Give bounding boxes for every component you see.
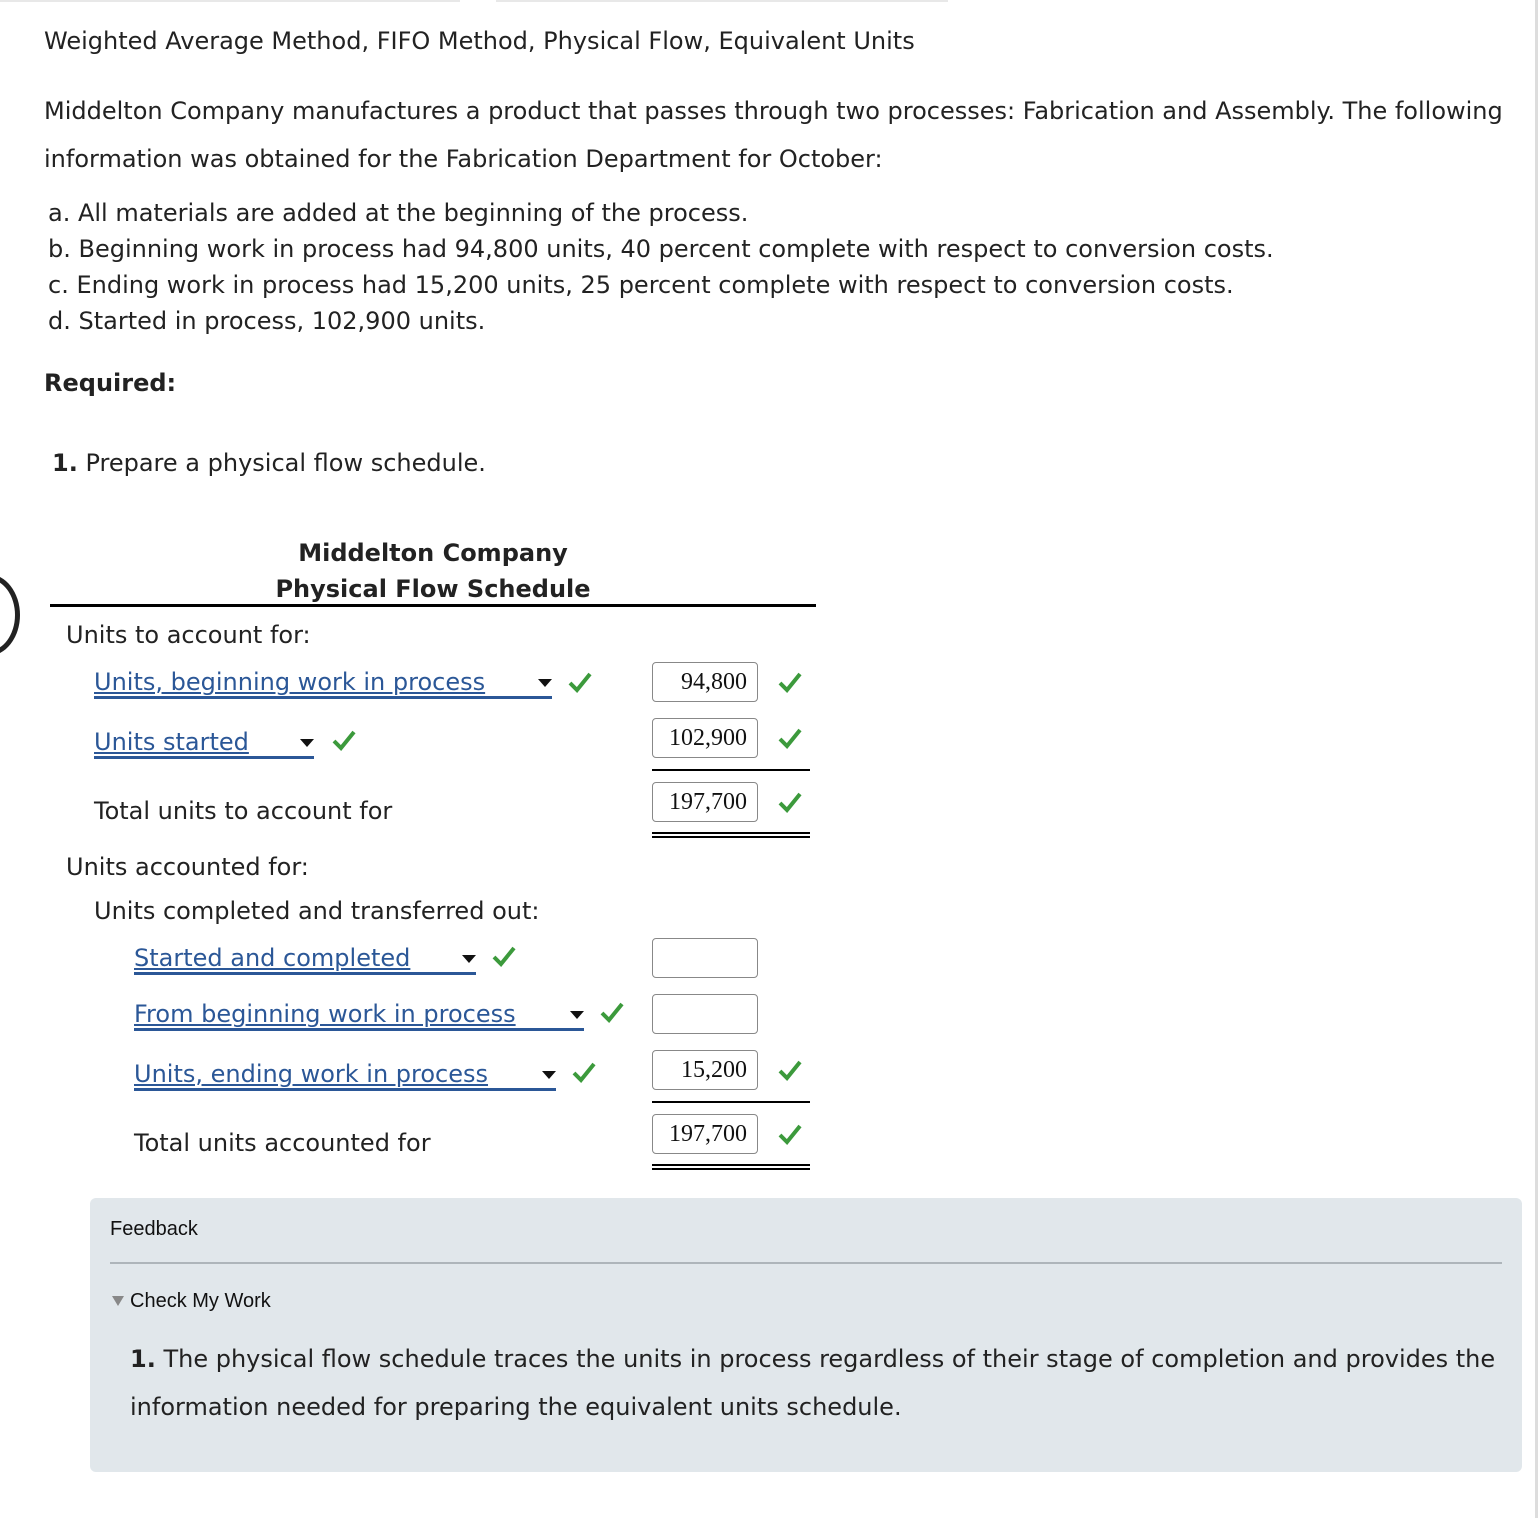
top-divider-right bbox=[496, 0, 948, 2]
chevron-down-icon bbox=[570, 1011, 584, 1019]
total-double-underline bbox=[652, 832, 810, 838]
fact-c: c. Ending work in process had 15,200 units, 25 percent complete with respect to conversion costs. bbox=[48, 271, 1234, 299]
chevron-down-icon bbox=[542, 1071, 556, 1079]
check-icon bbox=[572, 1060, 596, 1084]
subtotal-underline bbox=[652, 769, 810, 771]
input-beginning-wip[interactable]: 94,800 bbox=[652, 662, 758, 702]
subtotal-underline bbox=[652, 1101, 810, 1103]
check-icon bbox=[778, 1058, 802, 1082]
units-to-account-label: Units to account for: bbox=[66, 621, 311, 649]
feedback-line-1 bbox=[130, 1344, 1495, 1374]
schedule-heading: Physical Flow Schedule bbox=[275, 575, 591, 603]
required-label: Required: bbox=[44, 369, 177, 397]
check-icon bbox=[568, 670, 592, 694]
check-icon bbox=[778, 790, 802, 814]
chevron-down-icon bbox=[462, 955, 476, 963]
total-to-account-label: Total units to account for bbox=[94, 797, 393, 825]
input-from-beginning[interactable] bbox=[652, 994, 758, 1034]
schedule-heading-rule bbox=[50, 604, 816, 607]
feedback-line-1-text: The physical flow schedule traces the units in process regardless of their stage of completion and provides the bbox=[155, 1345, 1496, 1373]
input-total-accounted[interactable]: 197,700 bbox=[652, 1114, 758, 1154]
check-icon bbox=[332, 728, 356, 752]
fact-b: b. Beginning work in process had 94,800 units, 40 percent complete with respect to conversion costs. bbox=[48, 235, 1274, 263]
question-1 bbox=[52, 448, 486, 478]
dropdown-from-beginning[interactable] bbox=[134, 1000, 584, 1031]
chevron-down-icon bbox=[538, 679, 552, 687]
intro-line-2: information was obtained for the Fabrication Department for October: bbox=[44, 145, 883, 173]
dropdown-units-started-label: Units started bbox=[94, 728, 249, 756]
dropdown-started-completed-label: Started and completed bbox=[134, 944, 411, 972]
dropdown-units-started[interactable] bbox=[94, 728, 314, 759]
units-completed-label: Units completed and transferred out: bbox=[94, 897, 540, 925]
feedback-panel bbox=[90, 1198, 1522, 1472]
fact-a: a. All materials are added at the beginning of the process. bbox=[48, 199, 749, 227]
check-icon bbox=[778, 670, 802, 694]
fact-d: d. Started in process, 102,900 units. bbox=[48, 307, 486, 335]
check-icon bbox=[778, 726, 802, 750]
dropdown-ending-wip-label: Units, ending work in process bbox=[134, 1060, 489, 1088]
total-double-underline bbox=[652, 1164, 810, 1170]
margin-circle-mark bbox=[0, 574, 20, 656]
feedback-number: 1. bbox=[130, 1345, 156, 1373]
check-my-work-toggle[interactable]: Check My Work bbox=[130, 1290, 271, 1312]
feedback-divider bbox=[110, 1262, 1502, 1264]
check-icon bbox=[778, 1122, 802, 1146]
intro-line-1: Middelton Company manufactures a product that passes through two processes: Fabrication and Assembly. The following bbox=[44, 97, 1503, 125]
schedule-company: Middelton Company bbox=[298, 539, 568, 567]
check-icon bbox=[492, 944, 516, 968]
dropdown-beginning-wip[interactable] bbox=[94, 668, 552, 699]
input-ending-wip[interactable]: 15,200 bbox=[652, 1050, 758, 1090]
input-total-to-account[interactable]: 197,700 bbox=[652, 782, 758, 822]
dropdown-from-beginning-label: From beginning work in process bbox=[134, 1000, 516, 1028]
chevron-down-icon bbox=[300, 739, 314, 747]
dropdown-beginning-wip-label: Units, beginning work in process bbox=[94, 668, 486, 696]
total-accounted-label: Total units accounted for bbox=[134, 1129, 431, 1157]
question-text: Prepare a physical flow schedule. bbox=[77, 449, 486, 477]
dropdown-ending-wip[interactable] bbox=[134, 1060, 556, 1091]
units-accounted-label: Units accounted for: bbox=[66, 853, 309, 881]
top-divider-left bbox=[0, 0, 460, 2]
page-title: Weighted Average Method, FIFO Method, Physical Flow, Equivalent Units bbox=[44, 27, 915, 55]
input-units-started[interactable]: 102,900 bbox=[652, 718, 758, 758]
feedback-line-2: information needed for preparing the equivalent units schedule. bbox=[130, 1393, 902, 1421]
check-icon bbox=[600, 1000, 624, 1024]
question-number: 1. bbox=[52, 449, 78, 477]
input-started-completed[interactable] bbox=[652, 938, 758, 978]
feedback-title: Feedback bbox=[110, 1218, 198, 1240]
disclosure-triangle-icon[interactable] bbox=[112, 1296, 124, 1306]
dropdown-started-completed[interactable] bbox=[134, 944, 476, 975]
